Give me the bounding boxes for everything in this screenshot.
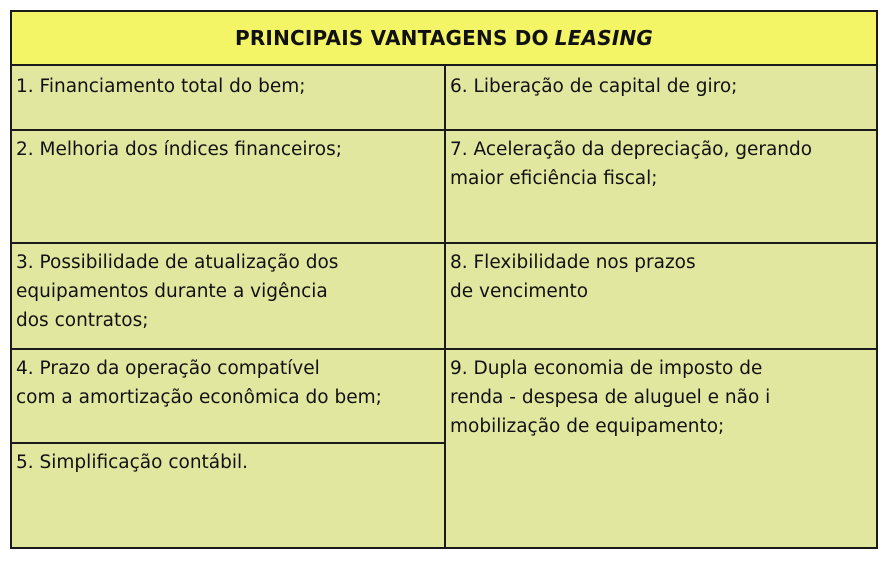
advantages-table — [10, 10, 878, 549]
advantage-item-6: 6. Liberação de capital de giro; — [450, 76, 738, 97]
table-title — [12, 12, 876, 66]
advantage-item-7: 7. Aceleração da depreciação, gerando maior eficiência fiscal; — [450, 139, 813, 189]
advantage-item-5: 5. Simplificação contábil. — [16, 452, 249, 473]
advantage-item-9: 9. Dupla economia de imposto de renda - despesa de aluguel e não i mobilização de equipamento; — [450, 358, 771, 437]
table-title-emphasis: LEASING — [554, 26, 654, 50]
advantage-item-2: 2. Melhoria dos índices financeiros; — [16, 139, 342, 160]
advantage-item-8: 8. Flexibilidade nos prazos de vencimento — [450, 252, 696, 302]
advantage-item-3: 3. Possibilidade de atualização dos equipamentos durante a vigência dos contratos; — [16, 252, 339, 331]
table-title-main: PRINCIPAIS VANTAGENS DO — [234, 26, 549, 50]
advantage-item-4: 4. Prazo da operação compatível com a amortização econômica do bem; — [16, 358, 382, 408]
advantage-item-1: 1. Financiamento total do bem; — [16, 76, 306, 97]
